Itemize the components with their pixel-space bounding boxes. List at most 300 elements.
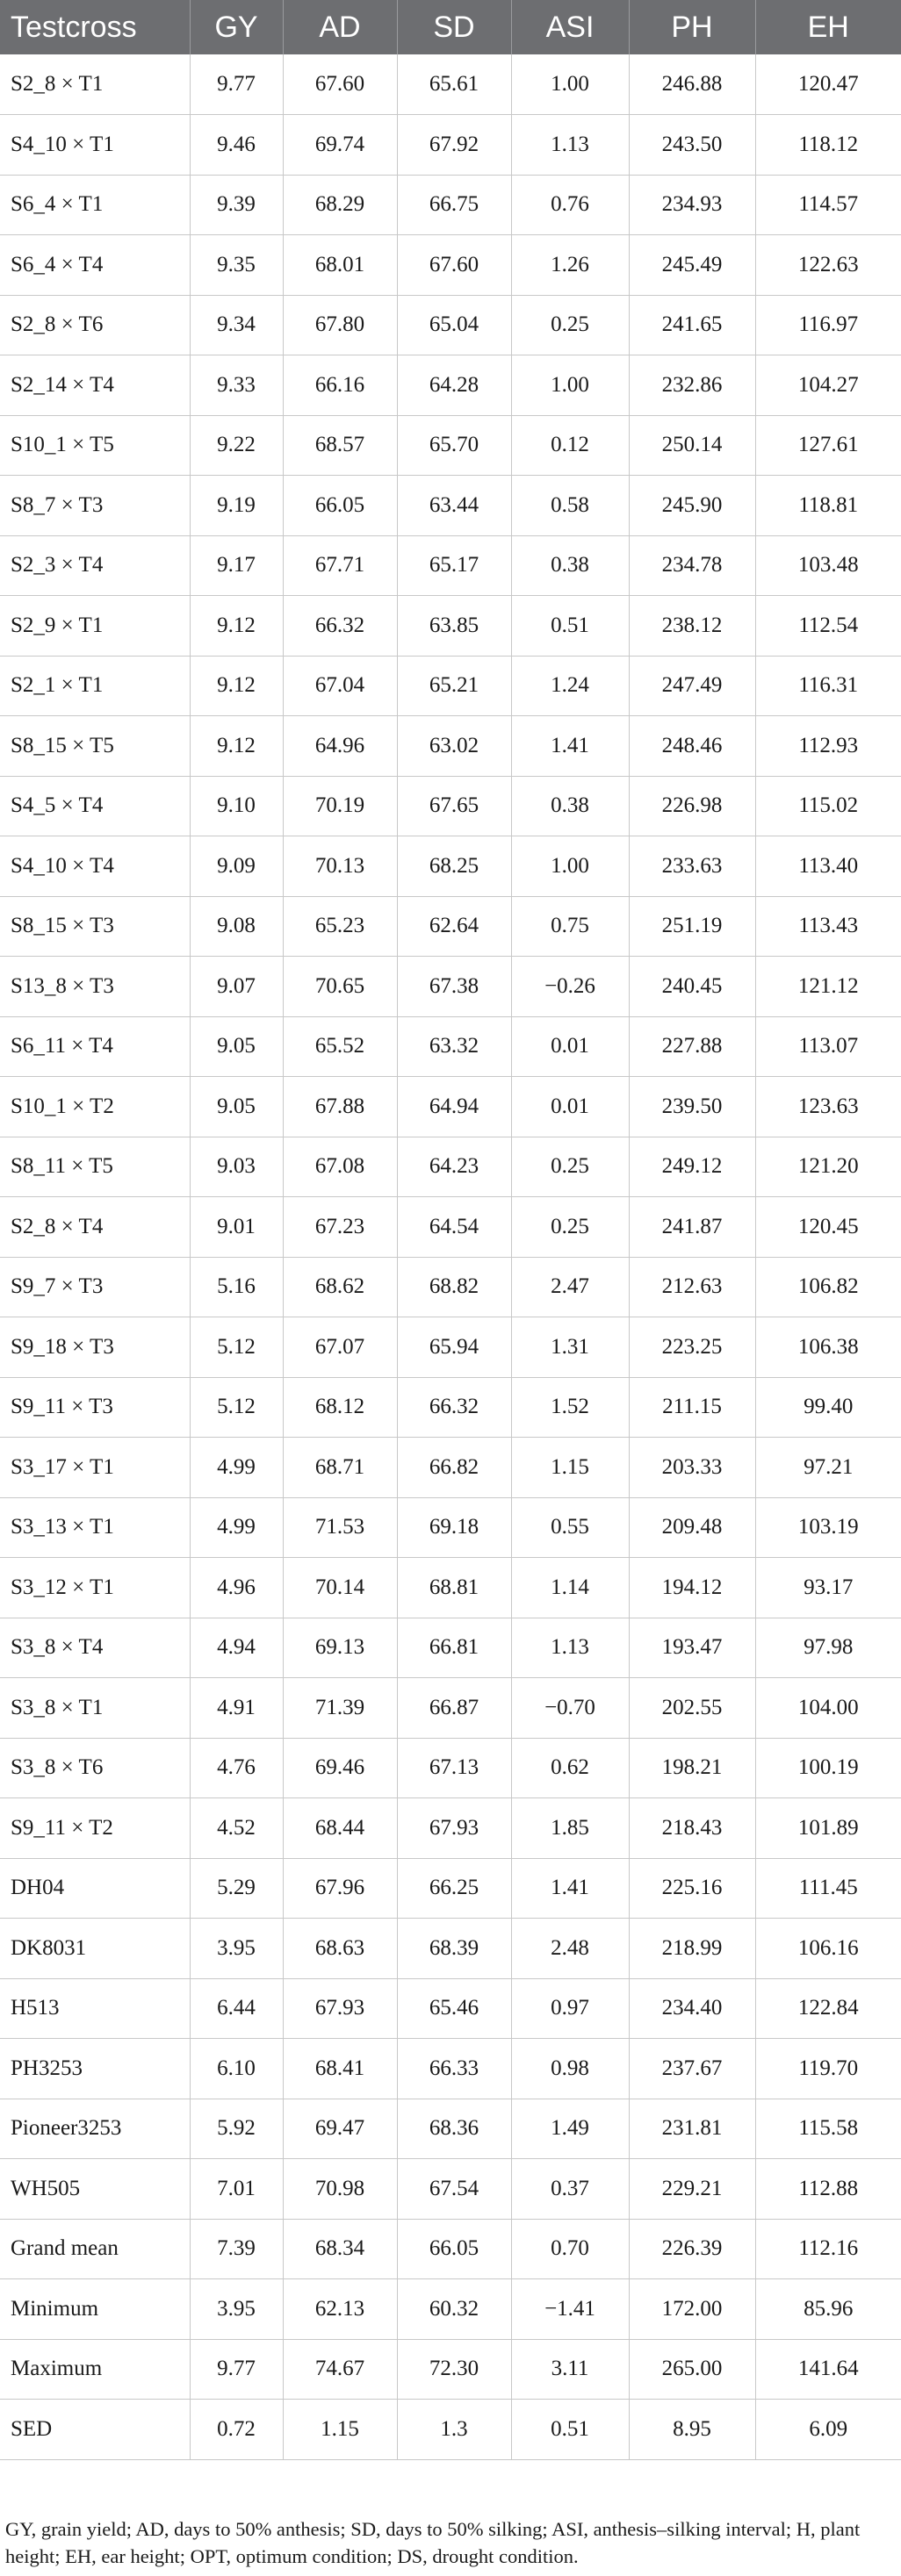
table-cell: 198.21 bbox=[629, 1738, 755, 1798]
table-cell: 6.10 bbox=[190, 2039, 283, 2099]
table-cell: 265.00 bbox=[629, 2339, 755, 2400]
table-cell: 246.88 bbox=[629, 54, 755, 115]
table-cell: 245.49 bbox=[629, 235, 755, 296]
row-label-cell: S9_18 × T3 bbox=[0, 1317, 190, 1378]
row-label-cell: S2_1 × T1 bbox=[0, 656, 190, 716]
row-label-cell: S8_7 × T3 bbox=[0, 476, 190, 536]
row-label-cell: PH3253 bbox=[0, 2039, 190, 2099]
table-row bbox=[0, 235, 901, 296]
row-label-cell: S4_5 × T4 bbox=[0, 776, 190, 836]
table-cell: 66.75 bbox=[397, 175, 511, 235]
table-cell: 8.95 bbox=[629, 2400, 755, 2460]
table-cell: 66.33 bbox=[397, 2039, 511, 2099]
table-cell: 111.45 bbox=[755, 1858, 901, 1919]
row-label-cell: S9_11 × T2 bbox=[0, 1798, 190, 1859]
table-cell: 67.88 bbox=[283, 1077, 397, 1137]
table-row bbox=[0, 115, 901, 176]
table-cell: 103.48 bbox=[755, 535, 901, 596]
table-cell: 1.31 bbox=[511, 1317, 629, 1378]
row-label-cell: S9_11 × T3 bbox=[0, 1377, 190, 1438]
table-row bbox=[0, 1858, 901, 1919]
row-label-cell: S6_4 × T4 bbox=[0, 235, 190, 296]
table-cell: 4.99 bbox=[190, 1497, 283, 1558]
table-cell: 4.96 bbox=[190, 1558, 283, 1618]
table-cell: 62.13 bbox=[283, 2279, 397, 2340]
table-cell: 85.96 bbox=[755, 2279, 901, 2340]
row-label-cell: S3_8 × T1 bbox=[0, 1678, 190, 1739]
table-cell: 68.82 bbox=[397, 1257, 511, 1317]
table-cell: 234.78 bbox=[629, 535, 755, 596]
column-header: ASI bbox=[511, 0, 629, 54]
table-row bbox=[0, 957, 901, 1017]
column-header: Testcross bbox=[0, 0, 190, 54]
table-row bbox=[0, 476, 901, 536]
table-cell: 248.46 bbox=[629, 716, 755, 777]
row-label-cell: S8_15 × T5 bbox=[0, 716, 190, 777]
row-label-cell: S3_17 × T1 bbox=[0, 1438, 190, 1498]
table-cell: 0.01 bbox=[511, 1016, 629, 1077]
table-cell: 240.45 bbox=[629, 957, 755, 1017]
table-row bbox=[0, 2339, 901, 2400]
table-row bbox=[0, 716, 901, 777]
table-cell: 1.13 bbox=[511, 1618, 629, 1678]
table-cell: 68.62 bbox=[283, 1257, 397, 1317]
table-cell: 1.41 bbox=[511, 1858, 629, 1919]
table-cell: 245.90 bbox=[629, 476, 755, 536]
table-cell: 69.47 bbox=[283, 2099, 397, 2159]
table-cell: 9.01 bbox=[190, 1197, 283, 1258]
table-cell: 123.63 bbox=[755, 1077, 901, 1137]
table-cell: 70.65 bbox=[283, 957, 397, 1017]
table-cell: 118.81 bbox=[755, 476, 901, 536]
table-cell: 66.82 bbox=[397, 1438, 511, 1498]
table-cell: 0.76 bbox=[511, 175, 629, 235]
table-cell: 122.63 bbox=[755, 235, 901, 296]
row-label-cell: Grand mean bbox=[0, 2219, 190, 2279]
table-cell: 9.17 bbox=[190, 535, 283, 596]
table-row bbox=[0, 54, 901, 115]
table-cell: 9.22 bbox=[190, 415, 283, 476]
table-row bbox=[0, 1919, 901, 1979]
table-row bbox=[0, 1077, 901, 1137]
table-row bbox=[0, 2400, 901, 2460]
table-cell: 68.01 bbox=[283, 235, 397, 296]
table-cell: 194.12 bbox=[629, 1558, 755, 1618]
row-label-cell: S6_11 × T4 bbox=[0, 1016, 190, 1077]
table-cell: 1.15 bbox=[511, 1438, 629, 1498]
table-cell: 65.61 bbox=[397, 54, 511, 115]
table-cell: 64.96 bbox=[283, 716, 397, 777]
table-cell: 103.19 bbox=[755, 1497, 901, 1558]
table-cell: 227.88 bbox=[629, 1016, 755, 1077]
table-row bbox=[0, 896, 901, 957]
table-cell: 9.10 bbox=[190, 776, 283, 836]
table-cell: 68.41 bbox=[283, 2039, 397, 2099]
row-label-cell: S10_1 × T2 bbox=[0, 1077, 190, 1137]
table-cell: 0.51 bbox=[511, 596, 629, 657]
table-cell: 0.70 bbox=[511, 2219, 629, 2279]
table-row bbox=[0, 415, 901, 476]
table-cell: 250.14 bbox=[629, 415, 755, 476]
table-cell: 113.40 bbox=[755, 836, 901, 897]
table-cell: 68.39 bbox=[397, 1919, 511, 1979]
table-cell: 67.13 bbox=[397, 1738, 511, 1798]
table-cell: 63.32 bbox=[397, 1016, 511, 1077]
table-cell: 65.94 bbox=[397, 1317, 511, 1378]
table-cell: 0.25 bbox=[511, 1137, 629, 1197]
table-cell: 115.02 bbox=[755, 776, 901, 836]
table-cell: 4.94 bbox=[190, 1618, 283, 1678]
table-cell: 0.12 bbox=[511, 415, 629, 476]
table-cell: 229.21 bbox=[629, 2159, 755, 2220]
column-header: AD bbox=[283, 0, 397, 54]
table-cell: 237.67 bbox=[629, 2039, 755, 2099]
row-label-cell: S2_14 × T4 bbox=[0, 355, 190, 416]
table-cell: 0.72 bbox=[190, 2400, 283, 2460]
table-cell: 106.82 bbox=[755, 1257, 901, 1317]
table-cell: 65.52 bbox=[283, 1016, 397, 1077]
table-cell: 1.15 bbox=[283, 2400, 397, 2460]
table-cell: 4.76 bbox=[190, 1738, 283, 1798]
table-cell: 67.23 bbox=[283, 1197, 397, 1258]
table-cell: 68.29 bbox=[283, 175, 397, 235]
table-cell: 106.16 bbox=[755, 1919, 901, 1979]
table-cell: 67.80 bbox=[283, 295, 397, 355]
table-cell: 5.92 bbox=[190, 2099, 283, 2159]
table-cell: 238.12 bbox=[629, 596, 755, 657]
table-cell: 71.53 bbox=[283, 1497, 397, 1558]
table-cell: 9.46 bbox=[190, 115, 283, 176]
table-cell: 70.14 bbox=[283, 1558, 397, 1618]
table-row bbox=[0, 1016, 901, 1077]
table-cell: 9.05 bbox=[190, 1077, 283, 1137]
table-cell: 226.98 bbox=[629, 776, 755, 836]
table-cell: 5.29 bbox=[190, 1858, 283, 1919]
table-row bbox=[0, 1798, 901, 1859]
table-cell: 74.67 bbox=[283, 2339, 397, 2400]
table-cell: 104.27 bbox=[755, 355, 901, 416]
table-cell: 65.46 bbox=[397, 1978, 511, 2039]
table-row bbox=[0, 355, 901, 416]
table-row bbox=[0, 1678, 901, 1739]
table-cell: 68.71 bbox=[283, 1438, 397, 1498]
table-cell: 60.32 bbox=[397, 2279, 511, 2340]
table-cell: 9.33 bbox=[190, 355, 283, 416]
table-cell: 1.41 bbox=[511, 716, 629, 777]
table-cell: 203.33 bbox=[629, 1438, 755, 1498]
table-cell: 231.81 bbox=[629, 2099, 755, 2159]
table-cell: 141.64 bbox=[755, 2339, 901, 2400]
table-row bbox=[0, 2279, 901, 2340]
row-label-cell: DH04 bbox=[0, 1858, 190, 1919]
table-cell: 241.87 bbox=[629, 1197, 755, 1258]
table-cell: 67.71 bbox=[283, 535, 397, 596]
row-label-cell: Maximum bbox=[0, 2339, 190, 2400]
table-cell: 67.54 bbox=[397, 2159, 511, 2220]
table-row bbox=[0, 656, 901, 716]
table-cell: 68.81 bbox=[397, 1558, 511, 1618]
table-cell: 116.97 bbox=[755, 295, 901, 355]
table-cell: 99.40 bbox=[755, 1377, 901, 1438]
table-cell: 101.89 bbox=[755, 1798, 901, 1859]
table-cell: 9.77 bbox=[190, 2339, 283, 2400]
column-header: SD bbox=[397, 0, 511, 54]
table-cell: 9.05 bbox=[190, 1016, 283, 1077]
table-cell: 121.12 bbox=[755, 957, 901, 1017]
table-row bbox=[0, 836, 901, 897]
table-cell: 0.38 bbox=[511, 535, 629, 596]
row-label-cell: SED bbox=[0, 2400, 190, 2460]
header-row bbox=[0, 0, 901, 54]
row-label-cell: S4_10 × T4 bbox=[0, 836, 190, 897]
column-header: EH bbox=[807, 10, 849, 44]
table-cell: 72.30 bbox=[397, 2339, 511, 2400]
table-cell: 9.08 bbox=[190, 896, 283, 957]
table-cell: 97.21 bbox=[755, 1438, 901, 1498]
table-cell: 120.47 bbox=[755, 54, 901, 115]
table-cell: 0.97 bbox=[511, 1978, 629, 2039]
table-cell: 93.17 bbox=[755, 1558, 901, 1618]
table-cell: 9.77 bbox=[190, 54, 283, 115]
row-label-cell: S8_15 × T3 bbox=[0, 896, 190, 957]
table-cell: 9.09 bbox=[190, 836, 283, 897]
table-cell: 1.3 bbox=[397, 2400, 511, 2460]
row-label-cell: Pioneer3253 bbox=[0, 2099, 190, 2159]
row-label-cell: S2_8 × T6 bbox=[0, 295, 190, 355]
table-cell: 69.18 bbox=[397, 1497, 511, 1558]
table-cell: 0.25 bbox=[511, 295, 629, 355]
table-cell: 120.45 bbox=[755, 1197, 901, 1258]
table-cell: 121.20 bbox=[755, 1137, 901, 1197]
table-row bbox=[0, 2219, 901, 2279]
table-cell: 251.19 bbox=[629, 896, 755, 957]
row-label-cell: S3_12 × T1 bbox=[0, 1558, 190, 1618]
table-row bbox=[0, 2099, 901, 2159]
table-cell: 71.39 bbox=[283, 1678, 397, 1739]
table-row bbox=[0, 1317, 901, 1378]
table-cell: 202.55 bbox=[629, 1678, 755, 1739]
table-cell: 65.70 bbox=[397, 415, 511, 476]
table-footnote: GY, grain yield; AD, days to 50% anthesis; SD, days to 50% silking; ASI, anthesis–silking interval; H, plant height; EH, ear height; OPT, optimum condition; DS, drought condition. bbox=[5, 2518, 861, 2567]
table-cell: 218.99 bbox=[629, 1919, 755, 1979]
table-cell: 67.65 bbox=[397, 776, 511, 836]
table-cell: 67.04 bbox=[283, 656, 397, 716]
table-cell: 239.50 bbox=[629, 1077, 755, 1137]
row-label-cell: WH505 bbox=[0, 2159, 190, 2220]
table-row bbox=[0, 2039, 901, 2099]
table-cell: 2.47 bbox=[511, 1257, 629, 1317]
table-cell: 247.49 bbox=[629, 656, 755, 716]
table-cell: 1.85 bbox=[511, 1798, 629, 1859]
table-cell: 234.93 bbox=[629, 175, 755, 235]
table-cell: 113.07 bbox=[755, 1016, 901, 1077]
table-cell: −0.26 bbox=[511, 957, 629, 1017]
table-row bbox=[0, 1618, 901, 1678]
table-cell: 66.87 bbox=[397, 1678, 511, 1739]
table-cell: 4.99 bbox=[190, 1438, 283, 1498]
table-cell: 68.44 bbox=[283, 1798, 397, 1859]
table-cell: 6.09 bbox=[755, 2400, 901, 2460]
table-cell: 0.62 bbox=[511, 1738, 629, 1798]
table-cell: 112.93 bbox=[755, 716, 901, 777]
table-cell: 1.00 bbox=[511, 355, 629, 416]
table-cell: 212.63 bbox=[629, 1257, 755, 1317]
table-cell: 68.25 bbox=[397, 836, 511, 897]
table-cell: 226.39 bbox=[629, 2219, 755, 2279]
table-row bbox=[0, 1978, 901, 2039]
table-cell: 0.58 bbox=[511, 476, 629, 536]
table-cell: 68.57 bbox=[283, 415, 397, 476]
table-cell: 66.32 bbox=[283, 596, 397, 657]
table-cell: 64.54 bbox=[397, 1197, 511, 1258]
row-label-cell: S2_8 × T1 bbox=[0, 54, 190, 115]
table-cell: 5.12 bbox=[190, 1317, 283, 1378]
table-cell: 3.95 bbox=[190, 2279, 283, 2340]
row-label-cell: S8_11 × T5 bbox=[0, 1137, 190, 1197]
table-cell: 9.19 bbox=[190, 476, 283, 536]
table-cell: 104.00 bbox=[755, 1678, 901, 1739]
table-cell: 223.25 bbox=[629, 1317, 755, 1378]
table-cell: 209.48 bbox=[629, 1497, 755, 1558]
row-label-cell: Minimum bbox=[0, 2279, 190, 2340]
table-cell: 118.12 bbox=[755, 115, 901, 176]
table-cell: 65.21 bbox=[397, 656, 511, 716]
table-cell: 70.19 bbox=[283, 776, 397, 836]
table-cell: 9.07 bbox=[190, 957, 283, 1017]
table-cell: 9.34 bbox=[190, 295, 283, 355]
table-cell: 66.05 bbox=[397, 2219, 511, 2279]
table-cell: 65.17 bbox=[397, 535, 511, 596]
table-cell: 1.24 bbox=[511, 656, 629, 716]
table-cell: 67.38 bbox=[397, 957, 511, 1017]
table-cell: 0.75 bbox=[511, 896, 629, 957]
table-row bbox=[0, 175, 901, 235]
table-row bbox=[0, 1197, 901, 1258]
table-row bbox=[0, 776, 901, 836]
table-cell: 66.32 bbox=[397, 1377, 511, 1438]
table-cell: 0.98 bbox=[511, 2039, 629, 2099]
table-cell: 68.63 bbox=[283, 1919, 397, 1979]
table-cell: 106.38 bbox=[755, 1317, 901, 1378]
table-cell: 112.16 bbox=[755, 2219, 901, 2279]
row-label-cell: DK8031 bbox=[0, 1919, 190, 1979]
table-cell: 115.58 bbox=[755, 2099, 901, 2159]
table-cell: 70.98 bbox=[283, 2159, 397, 2220]
table-cell: 5.16 bbox=[190, 1257, 283, 1317]
table-cell: 233.63 bbox=[629, 836, 755, 897]
table-cell: 0.38 bbox=[511, 776, 629, 836]
table-cell: 243.50 bbox=[629, 115, 755, 176]
table-cell: 225.16 bbox=[629, 1858, 755, 1919]
row-label-cell: H513 bbox=[0, 1978, 190, 2039]
table-cell: 218.43 bbox=[629, 1798, 755, 1859]
row-label-cell: S4_10 × T1 bbox=[0, 115, 190, 176]
table-cell: 1.13 bbox=[511, 115, 629, 176]
table-row bbox=[0, 596, 901, 657]
table-cell: 1.00 bbox=[511, 54, 629, 115]
table-cell: 5.12 bbox=[190, 1377, 283, 1438]
table-cell: 122.84 bbox=[755, 1978, 901, 2039]
table-cell: 69.74 bbox=[283, 115, 397, 176]
table-cell: 2.48 bbox=[511, 1919, 629, 1979]
table-cell: 113.43 bbox=[755, 896, 901, 957]
table-cell: 7.39 bbox=[190, 2219, 283, 2279]
table-row bbox=[0, 1257, 901, 1317]
table-cell: 211.15 bbox=[629, 1377, 755, 1438]
table-cell: 67.96 bbox=[283, 1858, 397, 1919]
row-label-cell: S3_8 × T6 bbox=[0, 1738, 190, 1798]
table-cell: 68.34 bbox=[283, 2219, 397, 2279]
table-cell: 66.25 bbox=[397, 1858, 511, 1919]
table-cell: 9.12 bbox=[190, 596, 283, 657]
table-cell: 65.23 bbox=[283, 896, 397, 957]
table-cell: 234.40 bbox=[629, 1978, 755, 2039]
table-row bbox=[0, 1377, 901, 1438]
row-label-cell: S3_13 × T1 bbox=[0, 1497, 190, 1558]
table-cell: 0.51 bbox=[511, 2400, 629, 2460]
row-label-cell: S10_1 × T5 bbox=[0, 415, 190, 476]
table-cell: 66.81 bbox=[397, 1618, 511, 1678]
table-cell: 0.25 bbox=[511, 1197, 629, 1258]
table-cell: 112.54 bbox=[755, 596, 901, 657]
table-cell: 1.52 bbox=[511, 1377, 629, 1438]
table-cell: 70.13 bbox=[283, 836, 397, 897]
row-label-cell: S13_8 × T3 bbox=[0, 957, 190, 1017]
table-cell: 9.35 bbox=[190, 235, 283, 296]
table-cell: 9.39 bbox=[190, 175, 283, 235]
column-header: PH bbox=[629, 0, 755, 54]
table-cell: 172.00 bbox=[629, 2279, 755, 2340]
table-cell: 64.94 bbox=[397, 1077, 511, 1137]
table-cell: 7.01 bbox=[190, 2159, 283, 2220]
table-cell: 4.52 bbox=[190, 1798, 283, 1859]
table-cell: 64.23 bbox=[397, 1137, 511, 1197]
table-cell: −0.70 bbox=[511, 1678, 629, 1739]
table-cell: 6.44 bbox=[190, 1978, 283, 2039]
table-cell: 67.93 bbox=[283, 1978, 397, 2039]
table-cell: 9.12 bbox=[190, 656, 283, 716]
table-cell: 63.02 bbox=[397, 716, 511, 777]
table-cell: 119.70 bbox=[755, 2039, 901, 2099]
table-cell: 67.60 bbox=[397, 235, 511, 296]
table-row bbox=[0, 2159, 901, 2220]
table-cell: 1.00 bbox=[511, 836, 629, 897]
row-label-cell: S2_9 × T1 bbox=[0, 596, 190, 657]
table-cell: 0.37 bbox=[511, 2159, 629, 2220]
column-header: GY bbox=[190, 0, 283, 54]
table-row bbox=[0, 1558, 901, 1618]
table-cell: 67.92 bbox=[397, 115, 511, 176]
table-cell: 112.88 bbox=[755, 2159, 901, 2220]
table-cell: 9.03 bbox=[190, 1137, 283, 1197]
table-cell: 116.31 bbox=[755, 656, 901, 716]
table-cell: 63.85 bbox=[397, 596, 511, 657]
table-row bbox=[0, 535, 901, 596]
table-row bbox=[0, 1137, 901, 1197]
table-row bbox=[0, 1497, 901, 1558]
table-cell: 69.13 bbox=[283, 1618, 397, 1678]
table-cell: −1.41 bbox=[511, 2279, 629, 2340]
table-cell: 241.65 bbox=[629, 295, 755, 355]
table-row bbox=[0, 1738, 901, 1798]
table-cell: 68.36 bbox=[397, 2099, 511, 2159]
table-cell: 63.44 bbox=[397, 476, 511, 536]
table-cell: 69.46 bbox=[283, 1738, 397, 1798]
table-cell: 65.04 bbox=[397, 295, 511, 355]
table-cell: 67.08 bbox=[283, 1137, 397, 1197]
table-body bbox=[0, 54, 901, 2459]
table-cell: 64.28 bbox=[397, 355, 511, 416]
